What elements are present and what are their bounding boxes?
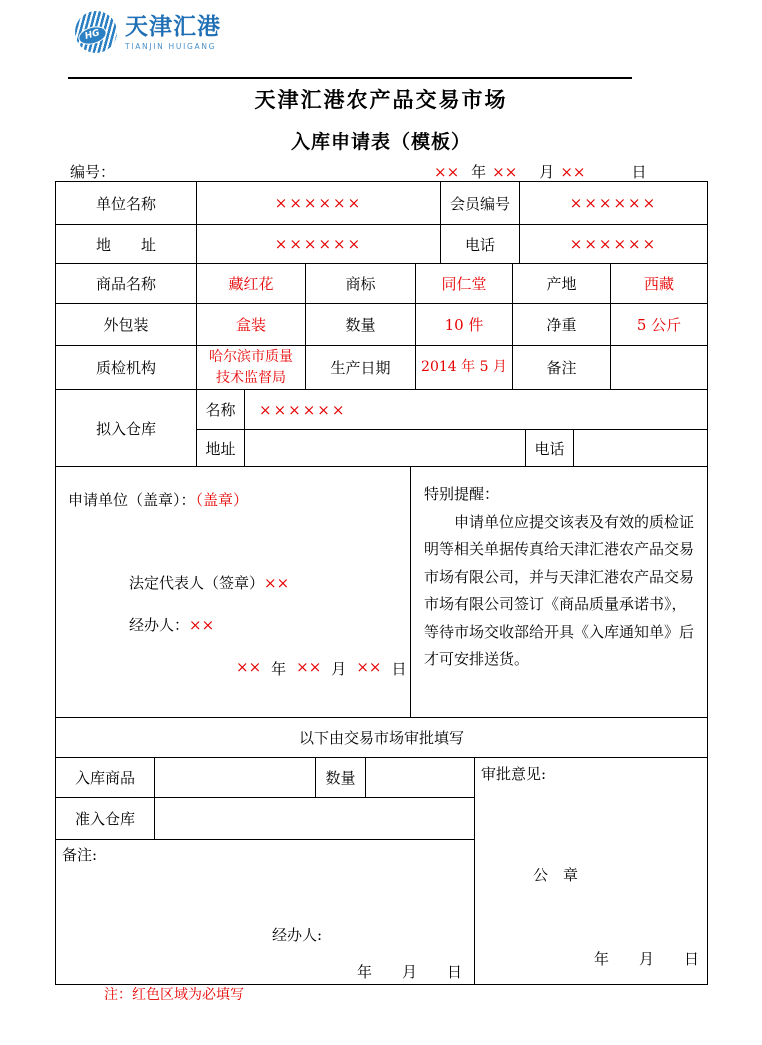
- label-approval-agent: 经办人:: [272, 926, 323, 944]
- page-title: 天津汇港农产品交易市场: [254, 87, 508, 112]
- logo-name-cn: 天津汇港: [125, 14, 221, 40]
- label-applicant-unit: 申请单位（盖章）：: [68, 491, 196, 509]
- logo-name-en: TIANJIN HUIGANG: [125, 42, 217, 51]
- applicant-date-dd: ××: [356, 658, 382, 676]
- label-address: 地 址: [56, 225, 197, 264]
- field-warehouse-phone[interactable]: [574, 430, 708, 467]
- approval-header-table: [55, 717, 708, 758]
- logo-text: [125, 11, 221, 51]
- applicant-notice-table: [55, 466, 708, 718]
- applicant-date-yy: ××: [236, 658, 262, 676]
- label-goods-remark: 备注: [513, 346, 611, 390]
- target-warehouse-table: [55, 389, 708, 467]
- date-day-char: 日: [631, 163, 647, 181]
- special-notice-cell: [411, 467, 708, 718]
- date-dd: ××: [560, 163, 586, 181]
- label-approval-opinion: 审批意见:: [481, 765, 547, 783]
- unit-info-table: [55, 181, 708, 264]
- field-net-weight: 5 公斤: [611, 304, 708, 346]
- special-notice: [411, 467, 707, 674]
- official-seal-placeholder: 公 章: [533, 866, 579, 884]
- label-quantity: 数量: [306, 304, 416, 346]
- field-admitted-warehouse[interactable]: [155, 798, 475, 840]
- label-production-date: 生产日期: [306, 346, 416, 390]
- field-warehouse-name: ××××××: [245, 390, 708, 430]
- date-month-char: 月: [539, 163, 555, 181]
- label-unit-name: 单位名称: [56, 182, 197, 225]
- legal-rep-line: [129, 572, 289, 593]
- approval-section-title: 以下由交易市场审批填写: [56, 718, 708, 758]
- label-approved-qty: 数量: [316, 758, 366, 798]
- field-member-no: ××××××: [520, 182, 708, 225]
- logo-globe-icon: [75, 11, 117, 53]
- field-agent: ××: [189, 616, 215, 634]
- label-package: 外包装: [56, 304, 197, 346]
- notice-body: 申请单位应提交该表及有效的质检证明等相关单据传真给天津汇港农产品交易市场有限公司，并与天津汇港农产品交易市场有限公司签订《商品质量承诺书》，等待市场交收部给开具《入库通知单》后才可安排送货。: [424, 512, 695, 668]
- applicant-date-day-char: 日: [391, 660, 407, 678]
- field-goods-remark[interactable]: [611, 346, 708, 390]
- field-unit-name: ××××××: [197, 182, 441, 225]
- field-phone: ××××××: [520, 225, 708, 264]
- applicant-date-month-char: 月: [331, 660, 347, 678]
- approval-table: [55, 757, 708, 985]
- label-origin: 产地: [513, 264, 611, 304]
- serial-label: 编号：: [70, 163, 116, 181]
- notice-title: 特别提醒：: [424, 485, 500, 503]
- approval-opinion-cell: [475, 758, 708, 985]
- field-brand: 同仁堂: [416, 264, 513, 304]
- field-goods-name: 藏红花: [197, 264, 306, 304]
- field-origin: 西藏: [611, 264, 708, 304]
- label-approval-remark: 备注:: [62, 846, 98, 864]
- date-year-char: 年: [471, 163, 487, 181]
- agent-line: [129, 614, 214, 635]
- label-agent: 经办人：: [129, 616, 190, 634]
- date-yy: ××: [434, 163, 460, 181]
- field-legal-rep: ××: [264, 574, 290, 592]
- field-quantity: 10 件: [416, 304, 513, 346]
- field-address: ××××××: [197, 225, 441, 264]
- field-applicant-stamp: （盖章）: [195, 491, 249, 509]
- label-legal-rep: 法定代表人（签章）: [129, 574, 265, 592]
- applicant-unit-line: [68, 489, 248, 510]
- label-member-no: 会员编号: [441, 182, 520, 225]
- logo-monogram: HG: [76, 23, 109, 47]
- required-fields-note: 注：红色区域为必填写: [104, 987, 244, 1003]
- form-table: [55, 181, 707, 985]
- logo: [75, 11, 221, 53]
- label-target-warehouse: 拟入仓库: [56, 390, 197, 467]
- approval-date-right: 年 月 日: [593, 950, 699, 968]
- field-warehouse-address[interactable]: [245, 430, 526, 467]
- field-inbound-goods[interactable]: [155, 758, 316, 798]
- label-qc-agency: 质检机构: [56, 346, 197, 390]
- approval-date-left: 年 月 日: [356, 963, 462, 981]
- form-date: [434, 161, 646, 182]
- applicant-date-line: [236, 658, 406, 679]
- label-phone: 电话: [441, 225, 520, 264]
- label-warehouse-phone: 电话: [526, 430, 574, 467]
- label-warehouse-address: 地址: [197, 430, 245, 467]
- date-mm: ××: [492, 163, 518, 181]
- label-net-weight: 净重: [513, 304, 611, 346]
- label-goods-name: 商品名称: [56, 264, 197, 304]
- field-approved-qty[interactable]: [366, 758, 475, 798]
- field-package: 盒装: [197, 304, 306, 346]
- label-admitted-warehouse: 准入仓库: [56, 798, 155, 840]
- approval-remark-cell: [56, 840, 475, 985]
- goods-info-table: [55, 263, 708, 390]
- applicant-cell: [56, 467, 411, 718]
- field-production-date: 2014 年 5 月: [416, 346, 513, 390]
- applicant-date-mm: ××: [296, 658, 322, 676]
- label-inbound-goods: 入库商品: [56, 758, 155, 798]
- label-warehouse-name: 名称: [197, 390, 245, 430]
- field-qc-agency: 哈尔滨市质量技术监督局: [197, 346, 306, 390]
- label-brand: 商标: [306, 264, 416, 304]
- applicant-date-year-char: 年: [271, 660, 287, 678]
- serial-date-row: [0, 161, 762, 181]
- form-title: 入库申请表（模板）: [290, 131, 471, 153]
- header-divider: [68, 77, 632, 79]
